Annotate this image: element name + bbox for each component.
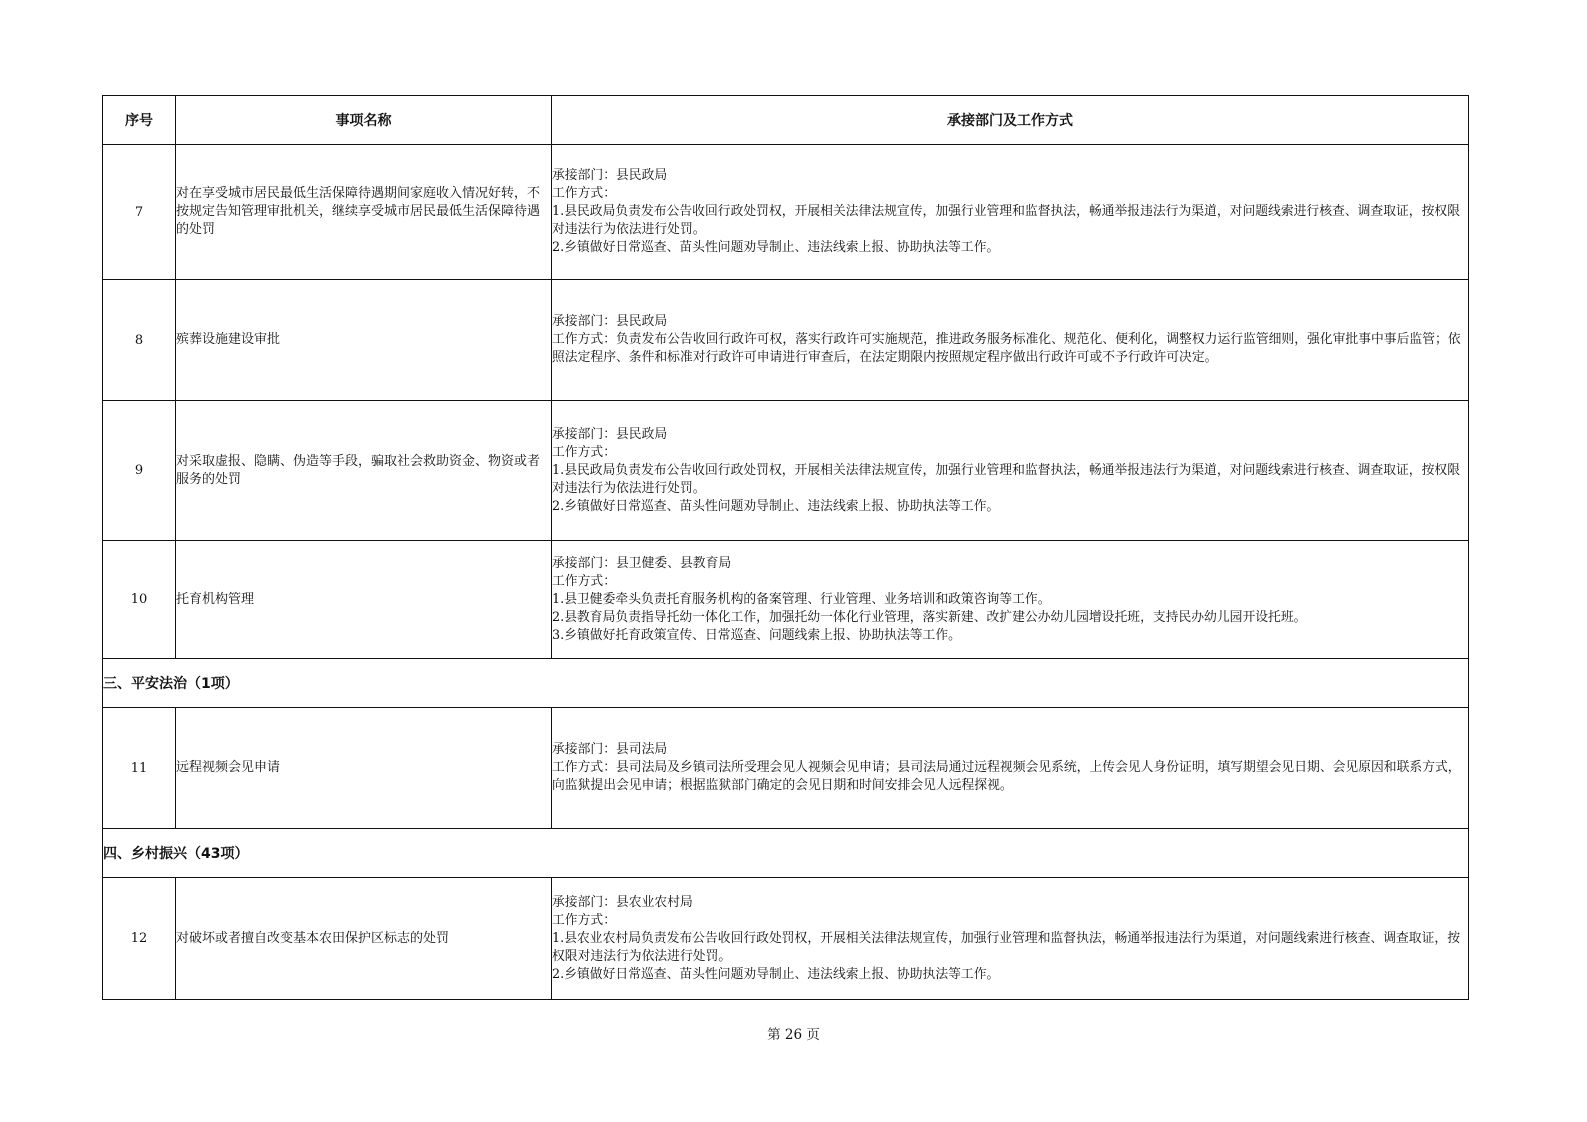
desc-line: 承接部门：县民政局 [552, 168, 668, 183]
desc-line: 承接部门：县民政局 [552, 314, 668, 329]
table-row [103, 280, 1469, 401]
desc-line: 1.县民政局负责发布公告收回行政处罚权，开展相关法律法规宣传，加强行业管理和监督执法，畅通举报违法行为渠道，对问题线索进行核查、调查取证，按权限对违法行为依法进行处罚。 [552, 204, 1460, 237]
desc-line: 2.乡镇做好日常巡查、苗头性问题劝导制止、违法线索上报、协助执法等工作。 [552, 966, 1000, 982]
page-number: 第 26 页 [767, 1027, 820, 1043]
table-row [103, 878, 1469, 1000]
row-number: 12 [103, 878, 176, 1000]
item-name: 对采取虚报、隐瞒、伪造等手段，骗取社会救助资金、物资或者服务的处罚 [176, 401, 552, 541]
dept-method [552, 145, 1469, 280]
desc-line: 承接部门：县农业农村局 [552, 894, 693, 910]
header-no: 序号 [103, 96, 176, 145]
desc-line: 2.乡镇做好日常巡查、苗头性问题劝导制止、违法线索上报、协助执法等工作。 [552, 240, 1000, 255]
section-heading: 三、平安法治（1项） [103, 659, 1469, 708]
header-dept: 承接部门及工作方式 [552, 96, 1469, 145]
desc-line: 工作方式： [552, 444, 616, 460]
item-name: 对破坏或者擅自改变基本农田保护区标志的处罚 [176, 878, 552, 1000]
dept-method [552, 401, 1469, 541]
table-row [103, 708, 1469, 829]
table-row [103, 145, 1469, 280]
desc-line: 承接部门：县卫健委、县教育局 [552, 555, 732, 571]
table-header-row [103, 96, 1469, 145]
desc-line: 承接部门：县司法局 [552, 742, 668, 757]
row-number: 7 [103, 145, 176, 280]
desc-line: 3.乡镇做好托育政策宣传、日常巡查、问题线索上报、协助执法等工作。 [552, 627, 961, 643]
desc-line: 工作方式： [552, 573, 616, 589]
table-row [103, 401, 1469, 541]
row-number: 9 [103, 401, 176, 541]
dept-method [552, 878, 1469, 1000]
desc-line: 工作方式：负责发布公告收回行政许可权，落实行政许可实施规范，推进政务服务标准化、规范化、便利化，调整权力运行监管细则，强化审批事中事后监管；依照法定程序、条件和标准对行政许可申请进行审查后，在法定期限内按照规定程序做出行政许可或不予行政许可决定。 [552, 332, 1461, 365]
header-item: 事项名称 [176, 96, 552, 145]
desc-line: 工作方式：县司法局及乡镇司法所受理会见人视频会见申请；县司法局通过远程视频会见系统，上传会见人身份证明，填写期望会见日期、会见原因和联系方式，向监狱提出会见申请；根据监狱部门确定的会见日期和时间安排会见人远程探视。 [552, 760, 1461, 793]
matters-table [102, 95, 1469, 1000]
row-number: 11 [103, 708, 176, 829]
desc-line: 工作方式： [552, 186, 616, 201]
row-number: 10 [103, 541, 176, 659]
item-name: 远程视频会见申请 [176, 708, 552, 829]
desc-line: 1.县民政局负责发布公告收回行政处罚权，开展相关法律法规宣传，加强行业管理和监督执法，畅通举报违法行为渠道，对问题线索进行核查、调查取证，按权限对违法行为依法进行处罚。 [552, 462, 1460, 496]
desc-line: 1.县卫健委牵头负责托育服务机构的备案管理、行业管理、业务培训和政策咨询等工作。 [552, 591, 1051, 607]
desc-line: 工作方式： [552, 912, 616, 928]
section-row [103, 829, 1469, 878]
dept-method [552, 708, 1469, 829]
desc-line: 2.乡镇做好日常巡查、苗头性问题劝导制止、违法线索上报、协助执法等工作。 [552, 498, 1000, 514]
section-row [103, 659, 1469, 708]
item-name: 对在享受城市居民最低生活保障待遇期间家庭收入情况好转，不按规定告知管理审批机关，继续享受城市居民最低生活保障待遇的处罚 [176, 145, 552, 280]
item-name: 托育机构管理 [176, 541, 552, 659]
desc-line: 承接部门：县民政局 [552, 426, 668, 442]
desc-line: 1.县农业农村局负责发布公告收回行政处罚权，开展相关法律法规宣传，加强行业管理和监督执法，畅通举报违法行为渠道，对问题线索进行核查、调查取证，按权限对违法行为依法进行处罚。 [552, 930, 1460, 964]
section-heading: 四、乡村振兴（43项） [103, 829, 1469, 878]
desc-line: 2.县教育局负责指导托幼一体化工作，加强托幼一体化行业管理，落实新建、改扩建公办幼儿园增设托班，支持民办幼儿园开设托班。 [552, 609, 1307, 625]
table-row [103, 541, 1469, 659]
dept-method [552, 280, 1469, 401]
row-number: 8 [103, 280, 176, 401]
item-name: 殡葬设施建设审批 [176, 280, 552, 401]
dept-method [552, 541, 1469, 659]
